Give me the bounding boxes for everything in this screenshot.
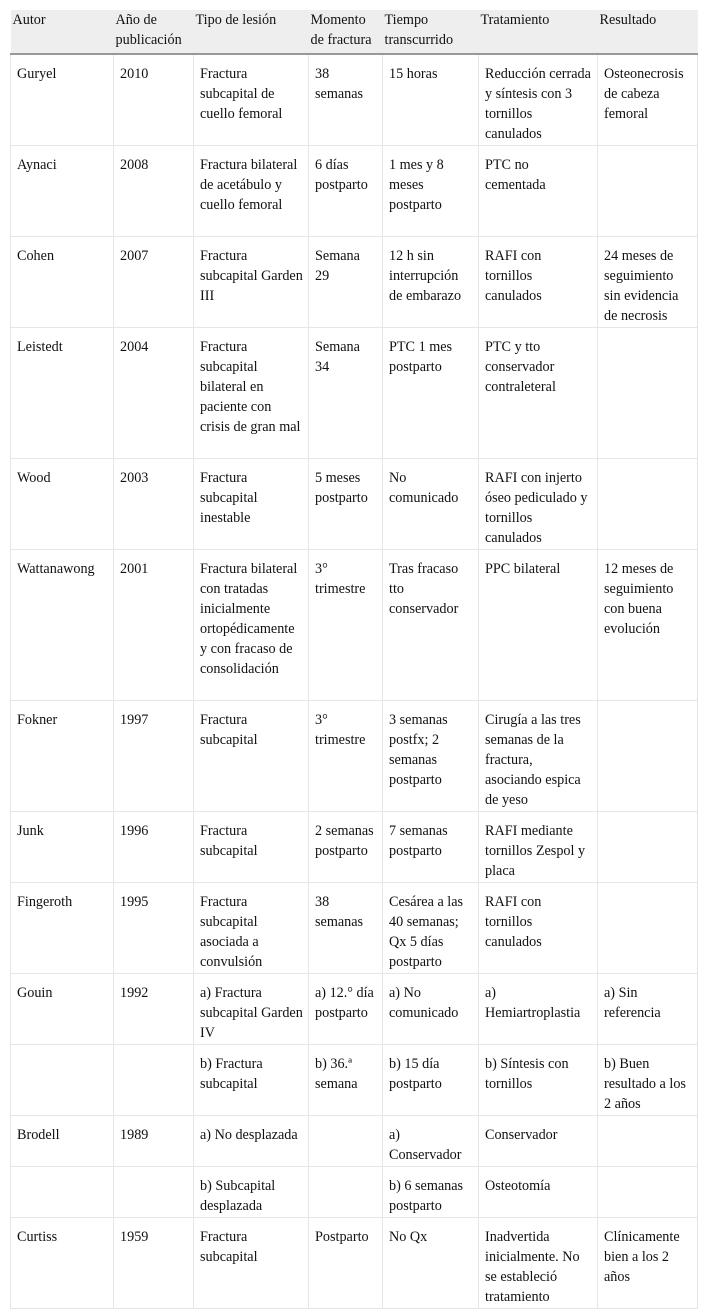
cell-tiempo-transcurrido <box>383 54 479 146</box>
cell-text: 1997 <box>120 712 149 728</box>
cell-text: 2003 <box>120 470 149 486</box>
cell-text: Inadvertida inicialmente. No se estableció tratamiento <box>485 1229 580 1305</box>
cell-momento-fractura <box>309 974 383 1045</box>
cell-text: Tras fracaso tto conservador <box>389 561 459 617</box>
cell-tratamiento <box>479 54 598 146</box>
cell-tipo-lesion <box>194 1167 309 1218</box>
cell-text: Fractura subcapital de cuello femoral <box>200 66 283 122</box>
cell-text: Fractura subcapital bilateral en paciente con crisis de gran mal <box>200 339 301 435</box>
cell-text: Leistedt <box>17 339 63 355</box>
cell-ano <box>114 54 194 146</box>
cell-tratamiento <box>479 146 598 237</box>
cell-ano <box>114 146 194 237</box>
cell-momento-fractura <box>309 812 383 883</box>
cell-autor <box>11 237 114 328</box>
cell-tratamiento <box>479 1116 598 1167</box>
cell-momento-fractura <box>309 701 383 812</box>
cell-text: Postparto <box>315 1229 369 1245</box>
cell-text: Fractura subcapital <box>200 712 258 748</box>
cell-resultado <box>598 237 698 328</box>
table-row <box>11 550 698 701</box>
cell-text: RAFI con tornillos canulados <box>485 894 542 950</box>
cell-ano <box>114 459 194 550</box>
cell-text: Fractura subcapital <box>200 823 258 859</box>
cell-tipo-lesion <box>194 328 309 459</box>
cell-text: Aynaci <box>17 157 57 173</box>
cell-text: 6 días postparto <box>315 157 368 193</box>
cell-text: 1992 <box>120 985 149 1001</box>
cell-ano <box>114 1167 194 1218</box>
cell-resultado <box>598 1218 698 1309</box>
cell-text: Cesárea a las 40 semanas; Qx 5 días postparto <box>389 894 464 970</box>
header-tipo-lesion: Tipo de lesión <box>195 12 277 28</box>
cell-text: a) Fractura subcapital Garden IV <box>200 985 303 1041</box>
cell-text: RAFI con tornillos canulados <box>485 248 542 304</box>
cell-text: Curtiss <box>17 1229 58 1245</box>
cell-text: b) Buen resultado a los 2 años <box>604 1056 686 1112</box>
table-row <box>11 974 698 1045</box>
table-row <box>11 54 698 146</box>
cell-text: PTC 1 mes postparto <box>389 339 453 375</box>
cell-momento-fractura <box>309 1167 383 1218</box>
cell-text: 2004 <box>120 339 149 355</box>
cell-text: 3° trimestre <box>315 712 366 748</box>
cell-text: a) Hemiartroplastia <box>485 985 581 1021</box>
cell-tratamiento <box>479 237 598 328</box>
cell-text: RAFI con injerto óseo pediculado y tornillos canulados <box>485 470 588 546</box>
cell-text: a) Conservador <box>389 1127 462 1163</box>
cell-tiempo-transcurrido <box>383 883 479 974</box>
cell-tiempo-transcurrido <box>383 1167 479 1218</box>
cell-tiempo-transcurrido <box>383 1116 479 1167</box>
cell-text: Fractura bilateral con tratadas inicialmente ortopédicamente y con fracaso de consolidación <box>200 561 298 677</box>
cell-resultado <box>598 146 698 237</box>
cell-text: Clínicamente bien a los 2 años <box>604 1229 680 1285</box>
cell-text: No comunicado <box>389 470 459 506</box>
header-autor: Autor <box>12 12 46 28</box>
cell-resultado <box>598 883 698 974</box>
cell-momento-fractura <box>309 459 383 550</box>
cell-tipo-lesion <box>194 146 309 237</box>
cell-autor <box>11 459 114 550</box>
cell-ano <box>114 812 194 883</box>
cell-text: 3 semanas postfx; 2 semanas postparto <box>389 712 448 788</box>
header-ano-publicacion: Año de publicación <box>115 12 182 48</box>
cell-tiempo-transcurrido <box>383 237 479 328</box>
cell-tratamiento <box>479 550 598 701</box>
cell-tipo-lesion <box>194 1116 309 1167</box>
cell-text: 15 horas <box>389 66 438 82</box>
cell-text: 2 semanas postparto <box>315 823 374 859</box>
cell-autor <box>11 54 114 146</box>
cell-tratamiento <box>479 1167 598 1218</box>
cell-text: Osteotomía <box>485 1178 551 1194</box>
cell-tratamiento <box>479 1218 598 1309</box>
cell-text: a) No comunicado <box>389 985 459 1021</box>
cell-ano <box>114 237 194 328</box>
cell-tipo-lesion <box>194 459 309 550</box>
cell-autor <box>11 1218 114 1309</box>
cell-ano <box>114 1045 194 1116</box>
cell-tipo-lesion <box>194 701 309 812</box>
cell-resultado <box>598 1116 698 1167</box>
cell-text: PTC y tto conservador contraleteral <box>485 339 556 395</box>
cell-text: 38 semanas <box>315 66 364 102</box>
cell-text: Guryel <box>17 66 57 82</box>
cell-text: 38 semanas <box>315 894 364 930</box>
table-row <box>11 1116 698 1167</box>
cell-tipo-lesion <box>194 1045 309 1116</box>
cell-text: b) 6 semanas postparto <box>389 1178 464 1214</box>
cell-autor <box>11 328 114 459</box>
cell-ano <box>114 883 194 974</box>
cell-tipo-lesion <box>194 974 309 1045</box>
cell-text: 12 h sin interrupción de embarazo <box>389 248 462 304</box>
header-tiempo-transcurrido: Tiempo transcurrido <box>384 12 454 48</box>
cell-text: Fokner <box>17 712 58 728</box>
cell-autor <box>11 974 114 1045</box>
cell-tipo-lesion <box>194 883 309 974</box>
cell-text: 1995 <box>120 894 149 910</box>
table-row <box>11 1045 698 1116</box>
table-row <box>11 812 698 883</box>
cell-resultado <box>598 459 698 550</box>
cell-momento-fractura <box>309 1218 383 1309</box>
cell-text: Osteonecrosis de cabeza femoral <box>604 66 684 122</box>
cell-text: 2008 <box>120 157 149 173</box>
header-momento-fractura: Momento de fractura <box>310 12 372 48</box>
cell-ano <box>114 974 194 1045</box>
cell-momento-fractura <box>309 146 383 237</box>
header-tratamiento: Tratamiento <box>480 12 550 28</box>
cell-text: Fractura bilateral de acetábulo y cuello femoral <box>200 157 298 213</box>
cell-momento-fractura <box>309 1045 383 1116</box>
cell-tratamiento <box>479 883 598 974</box>
cell-autor <box>11 1045 114 1116</box>
cell-text: a) No desplazada <box>200 1127 298 1143</box>
cell-tiempo-transcurrido <box>383 1218 479 1309</box>
table-row <box>11 1218 698 1309</box>
cell-text: Reducción cerrada y síntesis con 3 tornillos canulados <box>485 66 591 142</box>
cell-text: b) Fractura subcapital <box>200 1056 263 1092</box>
cell-text: 24 meses de seguimiento sin evidencia de necrosis <box>604 248 679 324</box>
table-row <box>11 883 698 974</box>
cell-autor <box>11 1167 114 1218</box>
table-row <box>11 146 698 237</box>
cell-text: b) Subcapital desplazada <box>200 1178 276 1214</box>
cell-text: 1989 <box>120 1127 149 1143</box>
cell-autor <box>11 701 114 812</box>
cell-text: Semana 29 <box>315 248 360 284</box>
cell-text: Conservador <box>485 1127 558 1143</box>
cell-text: Fractura subcapital inestable <box>200 470 258 526</box>
cell-tratamiento <box>479 701 598 812</box>
cell-momento-fractura <box>309 328 383 459</box>
table-row <box>11 1167 698 1218</box>
cell-text: a) 12.° día postparto <box>315 985 374 1021</box>
cell-tiempo-transcurrido <box>383 1045 479 1116</box>
cell-text: 1 mes y 8 meses postparto <box>389 157 444 213</box>
cell-text: Fractura subcapital <box>200 1229 258 1265</box>
table-row <box>11 237 698 328</box>
cell-text: 5 meses postparto <box>315 470 368 506</box>
cell-tiempo-transcurrido <box>383 550 479 701</box>
cell-autor <box>11 1116 114 1167</box>
cell-tipo-lesion <box>194 54 309 146</box>
cell-text: Brodell <box>17 1127 60 1143</box>
cell-resultado <box>598 812 698 883</box>
cell-tratamiento <box>479 974 598 1045</box>
cell-text: a) Sin referencia <box>604 985 661 1021</box>
cell-momento-fractura <box>309 883 383 974</box>
cell-text: 2001 <box>120 561 149 577</box>
cell-tiempo-transcurrido <box>383 459 479 550</box>
table-row <box>11 701 698 812</box>
cell-tiempo-transcurrido <box>383 812 479 883</box>
cell-tipo-lesion <box>194 550 309 701</box>
cell-text: 1996 <box>120 823 149 839</box>
cell-text: b) Síntesis con tornillos <box>485 1056 569 1092</box>
cell-text: Fingeroth <box>17 894 73 910</box>
cell-text: RAFI mediante tornillos Zespol y placa <box>485 823 586 879</box>
cell-resultado <box>598 550 698 701</box>
cell-tratamiento <box>479 459 598 550</box>
cell-resultado <box>598 974 698 1045</box>
cell-resultado <box>598 1045 698 1116</box>
cell-text: Junk <box>17 823 44 839</box>
cell-text: Gouin <box>17 985 53 1001</box>
cell-tipo-lesion <box>194 1218 309 1309</box>
header-resultado: Resultado <box>599 12 657 28</box>
cell-ano <box>114 550 194 701</box>
cell-ano <box>114 1218 194 1309</box>
cell-tipo-lesion <box>194 812 309 883</box>
cell-autor <box>11 883 114 974</box>
cell-momento-fractura <box>309 54 383 146</box>
cell-tratamiento <box>479 328 598 459</box>
cell-text: b) 15 día postparto <box>389 1056 442 1092</box>
cell-autor <box>11 812 114 883</box>
cell-text: Cohen <box>17 248 55 264</box>
table-row <box>11 459 698 550</box>
cell-resultado <box>598 701 698 812</box>
cell-resultado <box>598 54 698 146</box>
cell-text: 2010 <box>120 66 149 82</box>
cell-text: 12 meses de seguimiento con buena evolución <box>604 561 674 637</box>
cell-autor <box>11 550 114 701</box>
cell-momento-fractura <box>309 1116 383 1167</box>
cell-text: 2007 <box>120 248 149 264</box>
cell-text: No Qx <box>389 1229 428 1245</box>
table-body <box>11 54 698 1309</box>
literature-table <box>10 10 698 1309</box>
cell-tiempo-transcurrido <box>383 146 479 237</box>
cell-text: 1959 <box>120 1229 149 1245</box>
cell-tiempo-transcurrido <box>383 328 479 459</box>
cell-ano <box>114 701 194 812</box>
cell-tratamiento <box>479 812 598 883</box>
cell-text: Wattanawong <box>17 561 95 577</box>
cell-momento-fractura <box>309 550 383 701</box>
cell-resultado <box>598 328 698 459</box>
cell-text: Cirugía a las tres semanas de la fractura, asociando espica de yeso <box>485 712 581 808</box>
cell-tiempo-transcurrido <box>383 974 479 1045</box>
cell-text: 7 semanas postparto <box>389 823 448 859</box>
cell-text: Semana 34 <box>315 339 360 375</box>
cell-resultado <box>598 1167 698 1218</box>
cell-text: Fractura subcapital Garden III <box>200 248 303 304</box>
cell-text: 3° trimestre <box>315 561 366 597</box>
cell-tiempo-transcurrido <box>383 701 479 812</box>
cell-autor <box>11 146 114 237</box>
cell-text: Fractura subcapital asociada a convulsión <box>200 894 263 970</box>
table-header-row <box>11 10 698 54</box>
cell-ano <box>114 328 194 459</box>
cell-tratamiento <box>479 1045 598 1116</box>
cell-text: PPC bilateral <box>485 561 561 577</box>
cell-text: b) 36.ª semana <box>315 1056 358 1092</box>
cell-momento-fractura <box>309 237 383 328</box>
table-row <box>11 328 698 459</box>
cell-tipo-lesion <box>194 237 309 328</box>
cell-text: Wood <box>17 470 51 486</box>
cell-ano <box>114 1116 194 1167</box>
cell-text: PTC no cementada <box>485 157 546 193</box>
